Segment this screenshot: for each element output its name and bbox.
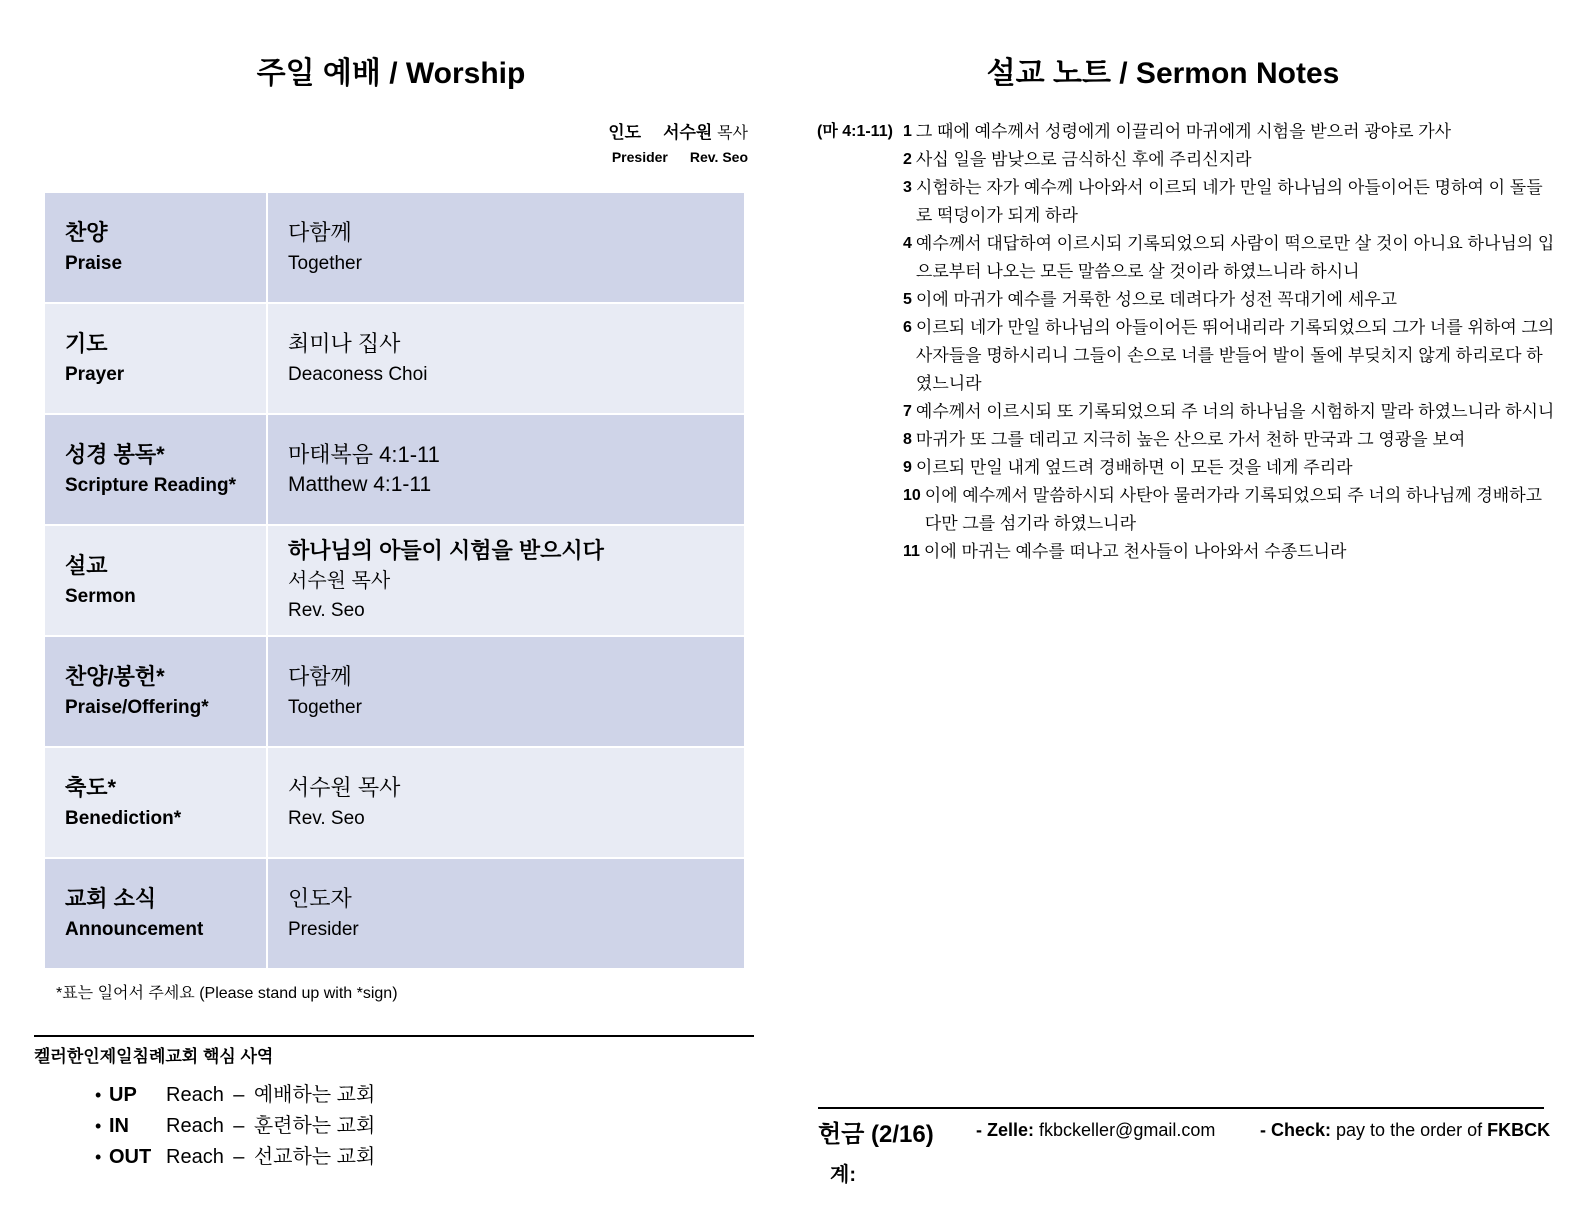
row-value-en: Rev. Seo (288, 807, 365, 829)
row-label-en: Benediction* (65, 807, 182, 829)
row-value-ko: 서수원 목사 (288, 774, 401, 800)
row-label-en: Sermon (65, 585, 136, 607)
ministry-list (95, 1080, 375, 1173)
row-value-en: Together (288, 696, 362, 718)
row-label-en: Prayer (65, 363, 125, 385)
offering-section (818, 1114, 1558, 1154)
list-item: 9 이르되 만일 내게 엎드려 경배하면 이 모든 것을 네게 주리라 (903, 458, 1353, 477)
list-item: 5 이에 마귀가 예수를 거룩한 성으로 데려다가 성전 꼭대기에 세우고 (903, 290, 1398, 309)
verse-list (817, 118, 1557, 566)
table-row (45, 637, 744, 748)
table-row (45, 304, 744, 415)
row-value-ko: 다함께 (288, 663, 352, 689)
order-of-worship-table (45, 193, 744, 970)
presider-name-ko: 서수원 (663, 123, 713, 142)
row-value-en: Matthew 4:1-11 (288, 472, 432, 496)
row-value-en: Deaconess Choi (288, 363, 428, 385)
zelle-info: - Zelle: fkbckeller@gmail.com (976, 1120, 1216, 1140)
table-row (45, 748, 744, 859)
check-payee: FKBCK (1487, 1120, 1551, 1140)
table-row (45, 193, 744, 304)
row-value-ko: 다함께 (288, 219, 352, 245)
row-label-ko: 성경 봉독* (65, 441, 165, 467)
scripture-reference: (마 4:1-11) (817, 123, 893, 140)
row-value-ko: 서수원 목사 (288, 569, 391, 592)
zelle-email: fkbckeller@gmail.com (1039, 1120, 1216, 1140)
offering-total-label: 계: (830, 1164, 856, 1186)
row-label-en: Announcement (65, 918, 204, 940)
divider (34, 1035, 754, 1037)
row-value-ko: 마태복음 4:1-11 (288, 441, 440, 467)
list-item: • IN Reach – 훈련하는 교회 (95, 1111, 375, 1142)
stand-note: *표는 일어서 주세요 (Please stand up with *sign) (56, 985, 398, 1002)
row-label-ko: 찬양/봉헌* (65, 663, 165, 689)
ministry-title: 켈러한인제일침례교회 핵심 사역 (34, 1047, 274, 1066)
worship-title: 주일 예배 / Worship (256, 57, 526, 90)
sermon-notes-title: 설교 노트 / Sermon Notes (986, 57, 1340, 90)
row-label-ko: 설교 (65, 552, 108, 578)
row-value-en: Presider (288, 918, 359, 940)
presider-title-ko: 목사 (717, 125, 748, 142)
row-value-en: Together (288, 252, 362, 274)
row-label-ko: 교회 소식 (65, 885, 157, 911)
presider-label-en: Presider (611, 149, 668, 165)
bullet-icon: • (95, 1085, 102, 1105)
list-item: 4 예수께서 대답하여 이르시되 기록되었으되 사람이 떡으로만 살 것이 아니요 하나님의 입으로부터 나오는 모든 말씀으로 살 것이라 하였느니라 하시니 (903, 234, 1555, 281)
list-item: 7 예수께서 이르시되 또 기록되었으되 주 너의 하나님을 시험하지 말라 하였느니라 하시니 (903, 402, 1555, 421)
presider-block (608, 118, 748, 165)
sermon-notes-panel (792, 0, 1584, 1224)
presider-label-ko: 인도 (608, 123, 642, 142)
divider (818, 1107, 1544, 1109)
row-label-en: Praise/Offering* (65, 696, 209, 718)
table-row (45, 415, 744, 526)
list-item: 6 이르되 네가 만일 하나님의 아들이어든 뛰어내리라 기록되었으되 그가 너를 위하여 그의 사자들을 명하시리니 그들이 손으로 너를 받들어 발이 돌에 부딪치지 않게 하리로다 하였느니라 (903, 318, 1555, 393)
list-item: • UP Reach – 예배하는 교회 (95, 1080, 375, 1111)
row-label-en: Scripture Reading* (65, 474, 237, 496)
row-label-ko: 기도 (65, 330, 108, 356)
list-item: 11 이에 마귀는 예수를 떠나고 천사들이 나아와서 수종드니라 (903, 542, 1347, 561)
list-item: 10 이에 예수께서 말씀하시되 사탄아 물러가라 기록되었으되 주 너의 하나님께 경배하고 다만 그를 섬기라 하였느니라 (903, 486, 1543, 533)
bullet-icon: • (95, 1147, 102, 1167)
list-item: (마 4:1-11) 1 그 때에 예수께서 성령에게 이끌리어 마귀에게 시험을 받으러 광야로 가사 (817, 118, 1557, 146)
table-row (45, 859, 744, 970)
row-label-ko: 축도* (65, 774, 117, 800)
row-label-ko: 찬양 (65, 219, 108, 245)
list-item: 3 시험하는 자가 예수께 나아와서 이르되 네가 만일 하나님의 아들이어든 명하여 이 돌들로 떡덩이가 되게 하라 (903, 178, 1543, 225)
bullet-icon: • (95, 1116, 102, 1136)
offering-heading: 헌금 (2/16) (818, 1121, 934, 1148)
check-info: - Check: pay to the order of FKBCK (1260, 1120, 1551, 1140)
row-label-en: Praise (65, 252, 123, 274)
row-value-en: Rev. Seo (288, 599, 365, 621)
row-value-ko: 최미나 집사 (288, 330, 401, 356)
table-row (45, 526, 744, 637)
list-item: • OUT Reach – 선교하는 교회 (95, 1142, 375, 1173)
sermon-title: 하나님의 아들이 시험을 받으시다 (288, 537, 604, 563)
list-item: 2 사십 일을 밤낮으로 금식하신 후에 주리신지라 (903, 150, 1252, 169)
row-value-ko: 인도자 (288, 885, 352, 911)
list-item: 8 마귀가 또 그를 데리고 지극히 높은 산으로 가서 천하 만국과 그 영광을 보여 (903, 430, 1466, 449)
presider-name-en: Rev. Seo (689, 149, 748, 165)
